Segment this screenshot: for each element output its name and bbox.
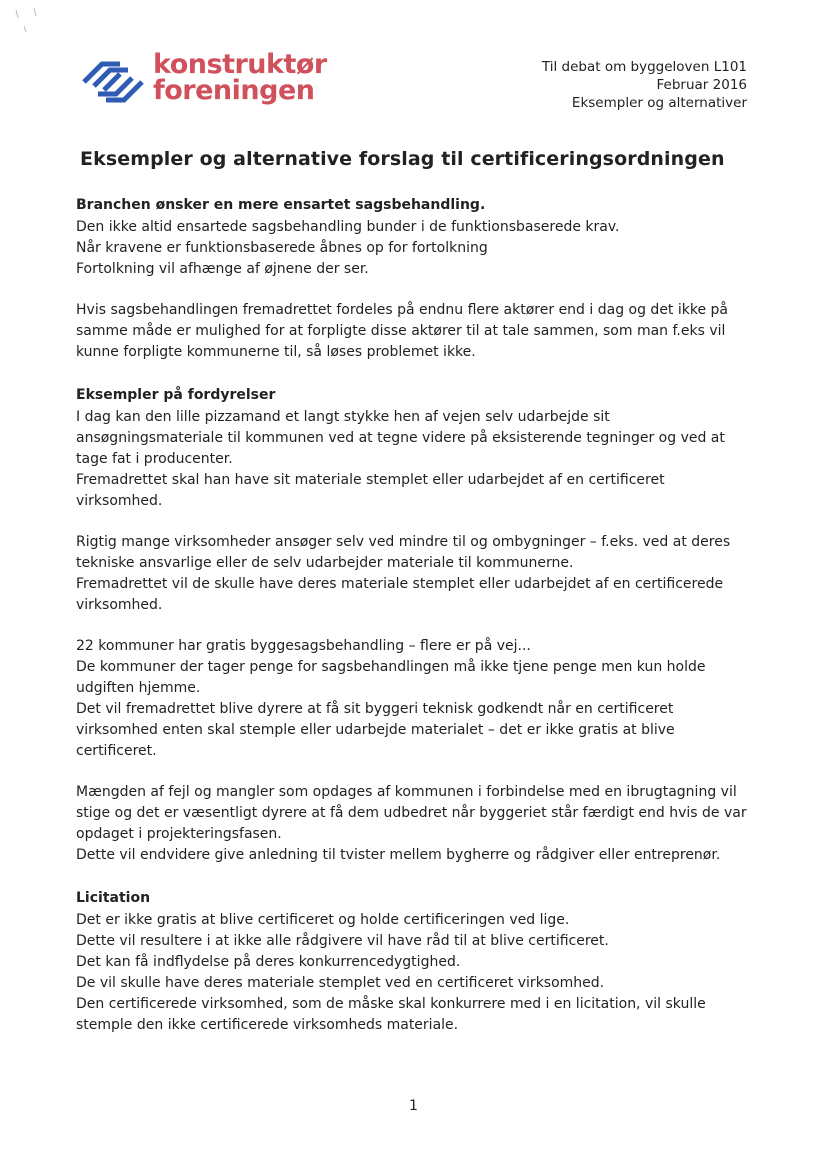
- section: [76, 385, 756, 866]
- text-line: I dag kan den lille pizzamand et langt stykke hen af vejen selv udarbejde sit: [76, 409, 610, 425]
- text-line: 22 kommuner har gratis byggesagsbehandling – flere er på vej...: [76, 638, 531, 654]
- text-line: stemple den ikke certificerede virksomheds materiale.: [76, 1017, 459, 1033]
- text-line: Dette vil endvidere give anledning til tvister mellem bygherre og rådgiver eller entreprenør.: [76, 847, 721, 863]
- document-header: [542, 58, 747, 112]
- konstruktoerforeningen-logo: [80, 49, 340, 112]
- header-line: Februar 2016: [656, 77, 747, 93]
- scan-artifact: [6, 4, 50, 48]
- paragraph: [76, 532, 756, 616]
- text-line: Det er ikke gratis at blive certificeret og holde certificeringen ved lige.: [76, 912, 570, 928]
- logo-text-line2: foreningen: [153, 75, 315, 106]
- text-line: Fortolkning vil afhænge af øjnene der ser.: [76, 261, 369, 277]
- paragraph: [76, 300, 756, 363]
- text-line: Det kan få indflydelse på deres konkurrencedygtighed.: [76, 954, 461, 970]
- paragraph: [76, 217, 756, 280]
- document-body: [76, 195, 756, 1058]
- text-line: tekniske ansvarlige eller de selv udarbejder materiale til kommunerne.: [76, 555, 574, 571]
- header-line: Eksempler og alternativer: [571, 95, 747, 111]
- text-line: stige og det er væsentligt dyrere at få dem udbedret når byggeriet står færdigt end hvis de var: [76, 805, 747, 821]
- text-line: Fremadrettet skal han have sit materiale stemplet eller udarbejdet af en certificeret: [76, 472, 665, 488]
- paragraph: [76, 636, 756, 762]
- text-line: certificeret.: [76, 743, 157, 759]
- text-line: Når kravene er funktionsbaserede åbnes op for fortolkning: [76, 240, 488, 256]
- section-heading: Licitation: [76, 890, 151, 906]
- text-line: virksomhed.: [76, 493, 163, 509]
- section: [76, 195, 756, 363]
- text-line: virksomhed enten skal stemple eller udarbejde materialet – det er ikke gratis at blive: [76, 722, 675, 738]
- header-line: Til debat om byggeloven L101: [541, 59, 747, 75]
- text-line: tage fat i producenter.: [76, 451, 233, 467]
- text-line: samme måde er mulighed for at forpligte disse aktører til at tale sammen, som man f.eks vil: [76, 323, 726, 339]
- text-line: opdaget i projekteringsfasen.: [76, 826, 282, 842]
- text-line: Mængden af fejl og mangler som opdages af kommunen i forbindelse med en ibrugtagning vil: [76, 784, 737, 800]
- text-line: Den certificerede virksomhed, som de måske skal konkurrere med i en licitation, vil skulle: [76, 996, 706, 1012]
- text-line: Rigtig mange virksomheder ansøger selv ved mindre til og ombygninger – f.eks. ved at deres: [76, 534, 731, 550]
- logo-text-line1: konstruktør: [153, 49, 327, 80]
- text-line: De vil skulle have deres materiale stemplet ved en certificeret virksomhed.: [76, 975, 605, 991]
- text-line: Dette vil resultere i at ikke alle rådgivere vil have råd til at blive certificeret.: [76, 933, 609, 949]
- page-number: 1: [409, 1098, 418, 1114]
- text-line: udgiften hjemme.: [76, 680, 201, 696]
- text-line: Den ikke altid ensartede sagsbehandling bunder i de funktionsbaserede krav.: [76, 219, 620, 235]
- text-line: Hvis sagsbehandlingen fremadrettet fordeles på endnu flere aktører end i dag og det ikke på: [76, 302, 729, 318]
- text-line: ansøgningsmateriale til kommunen ved at tegne videre på eksisterende tegninger og ved at: [76, 430, 725, 446]
- text-line: De kommuner der tager penge for sagsbehandlingen må ikke tjene penge men kun holde: [76, 659, 706, 675]
- section-heading: Branchen ønsker en mere ensartet sagsbehandling.: [76, 197, 486, 213]
- section-heading: Eksempler på fordyrelser: [76, 387, 276, 403]
- text-line: kunne forpligte kommunerne til, så løses problemet ikke.: [76, 344, 476, 360]
- document-title: Eksempler og alternative forslag til certificeringsordningen: [80, 148, 725, 170]
- paragraph: [76, 782, 756, 866]
- section: [76, 888, 756, 1036]
- paragraph: [76, 407, 756, 512]
- paragraph: [76, 910, 756, 1036]
- text-line: Det vil fremadrettet blive dyrere at få sit byggeri teknisk godkendt når en certificeret: [76, 701, 674, 717]
- text-line: Fremadrettet vil de skulle have deres materiale stemplet eller udarbejdet af en certificerede: [76, 576, 724, 592]
- logo-mark-icon: [80, 60, 146, 104]
- text-line: virksomhed.: [76, 597, 163, 613]
